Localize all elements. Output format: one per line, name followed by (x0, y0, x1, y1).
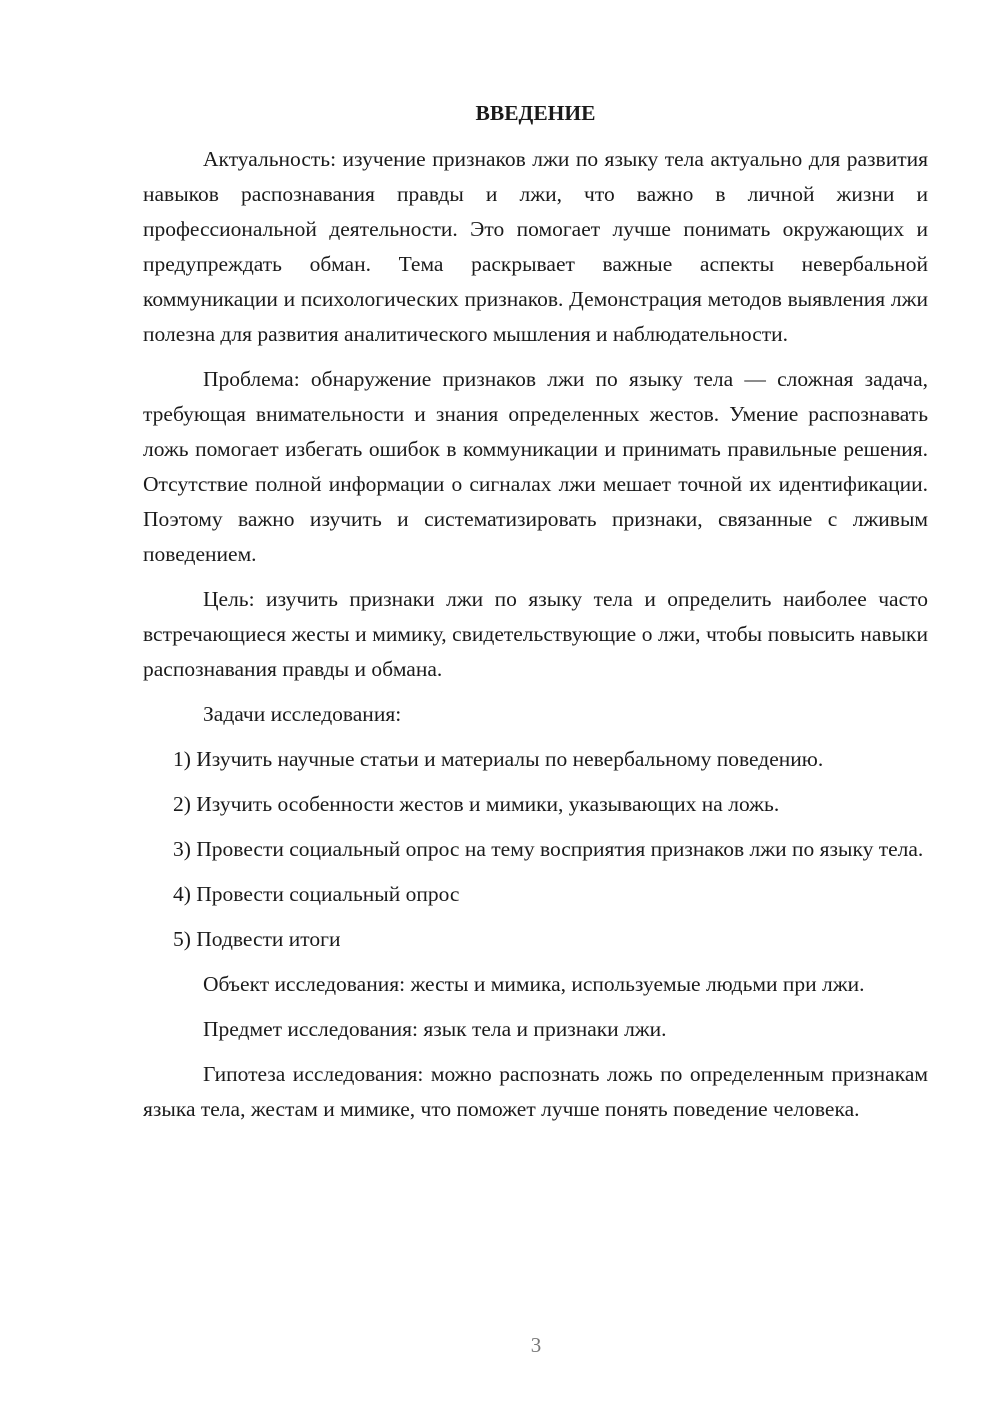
section-heading: ВВЕДЕНИЕ (475, 101, 596, 125)
tasks-label: Задачи исследования: (203, 702, 402, 726)
task-item-3: 3) Провести социальный опрос на тему восприятия признаков лжи по языку тела. (173, 837, 924, 861)
paragraph-problem: Проблема: обнаружение признаков лжи по языку тела — сложная задача, требующая внимательности и знания определенных жестов. Умение распознавать ложь помогает избегать ошибок в коммуникации и принимать правильные решения. Отсутствие полной информации о сигналах лжи мешает точной их идентификации. Поэтому важно изучить и систематизировать признаки, связанные с лживым поведением. (143, 367, 928, 566)
task-item-1: 1) Изучить научные статьи и материалы по невербальному поведению. (173, 747, 824, 771)
task-item-4: 4) Провести социальный опрос (173, 882, 460, 906)
paragraph-hypothesis: Гипотеза исследования: можно распознать ложь по определенным признакам языка тела, жестам и мимике, что поможет лучше понять поведение человека. (143, 1062, 928, 1121)
task-item-5: 5) Подвести итоги (173, 927, 341, 951)
page-number: 3 (530, 1333, 542, 1357)
task-item-2: 2) Изучить особенности жестов и мимики, указывающих на ложь. (173, 792, 780, 816)
paragraph-research-subject: Предмет исследования: язык тела и признаки лжи. (203, 1017, 667, 1041)
paragraph-relevance: Актуальность: изучение признаков лжи по языку тела актуально для развития навыков распознавания правды и лжи, что важно в личной жизни и профессиональной деятельности. Это помогает лучше понимать окружающих и предупреждать обман. Тема раскрывает важные аспекты невербальной коммуникации и психологических признаков. Демонстрация методов выявления лжи полезна для развития аналитического мышления и наблюдательности. (143, 147, 928, 346)
paragraph-goal: Цель: изучить признаки лжи по языку тела и определить наиболее часто встречающиеся жесты и мимику, свидетельствующие о лжи, чтобы повысить навыки распознавания правды и обмана. (143, 587, 928, 681)
page-content (143, 96, 928, 1137)
paragraph-research-object: Объект исследования: жесты и мимика, используемые людьми при лжи. (203, 972, 865, 996)
